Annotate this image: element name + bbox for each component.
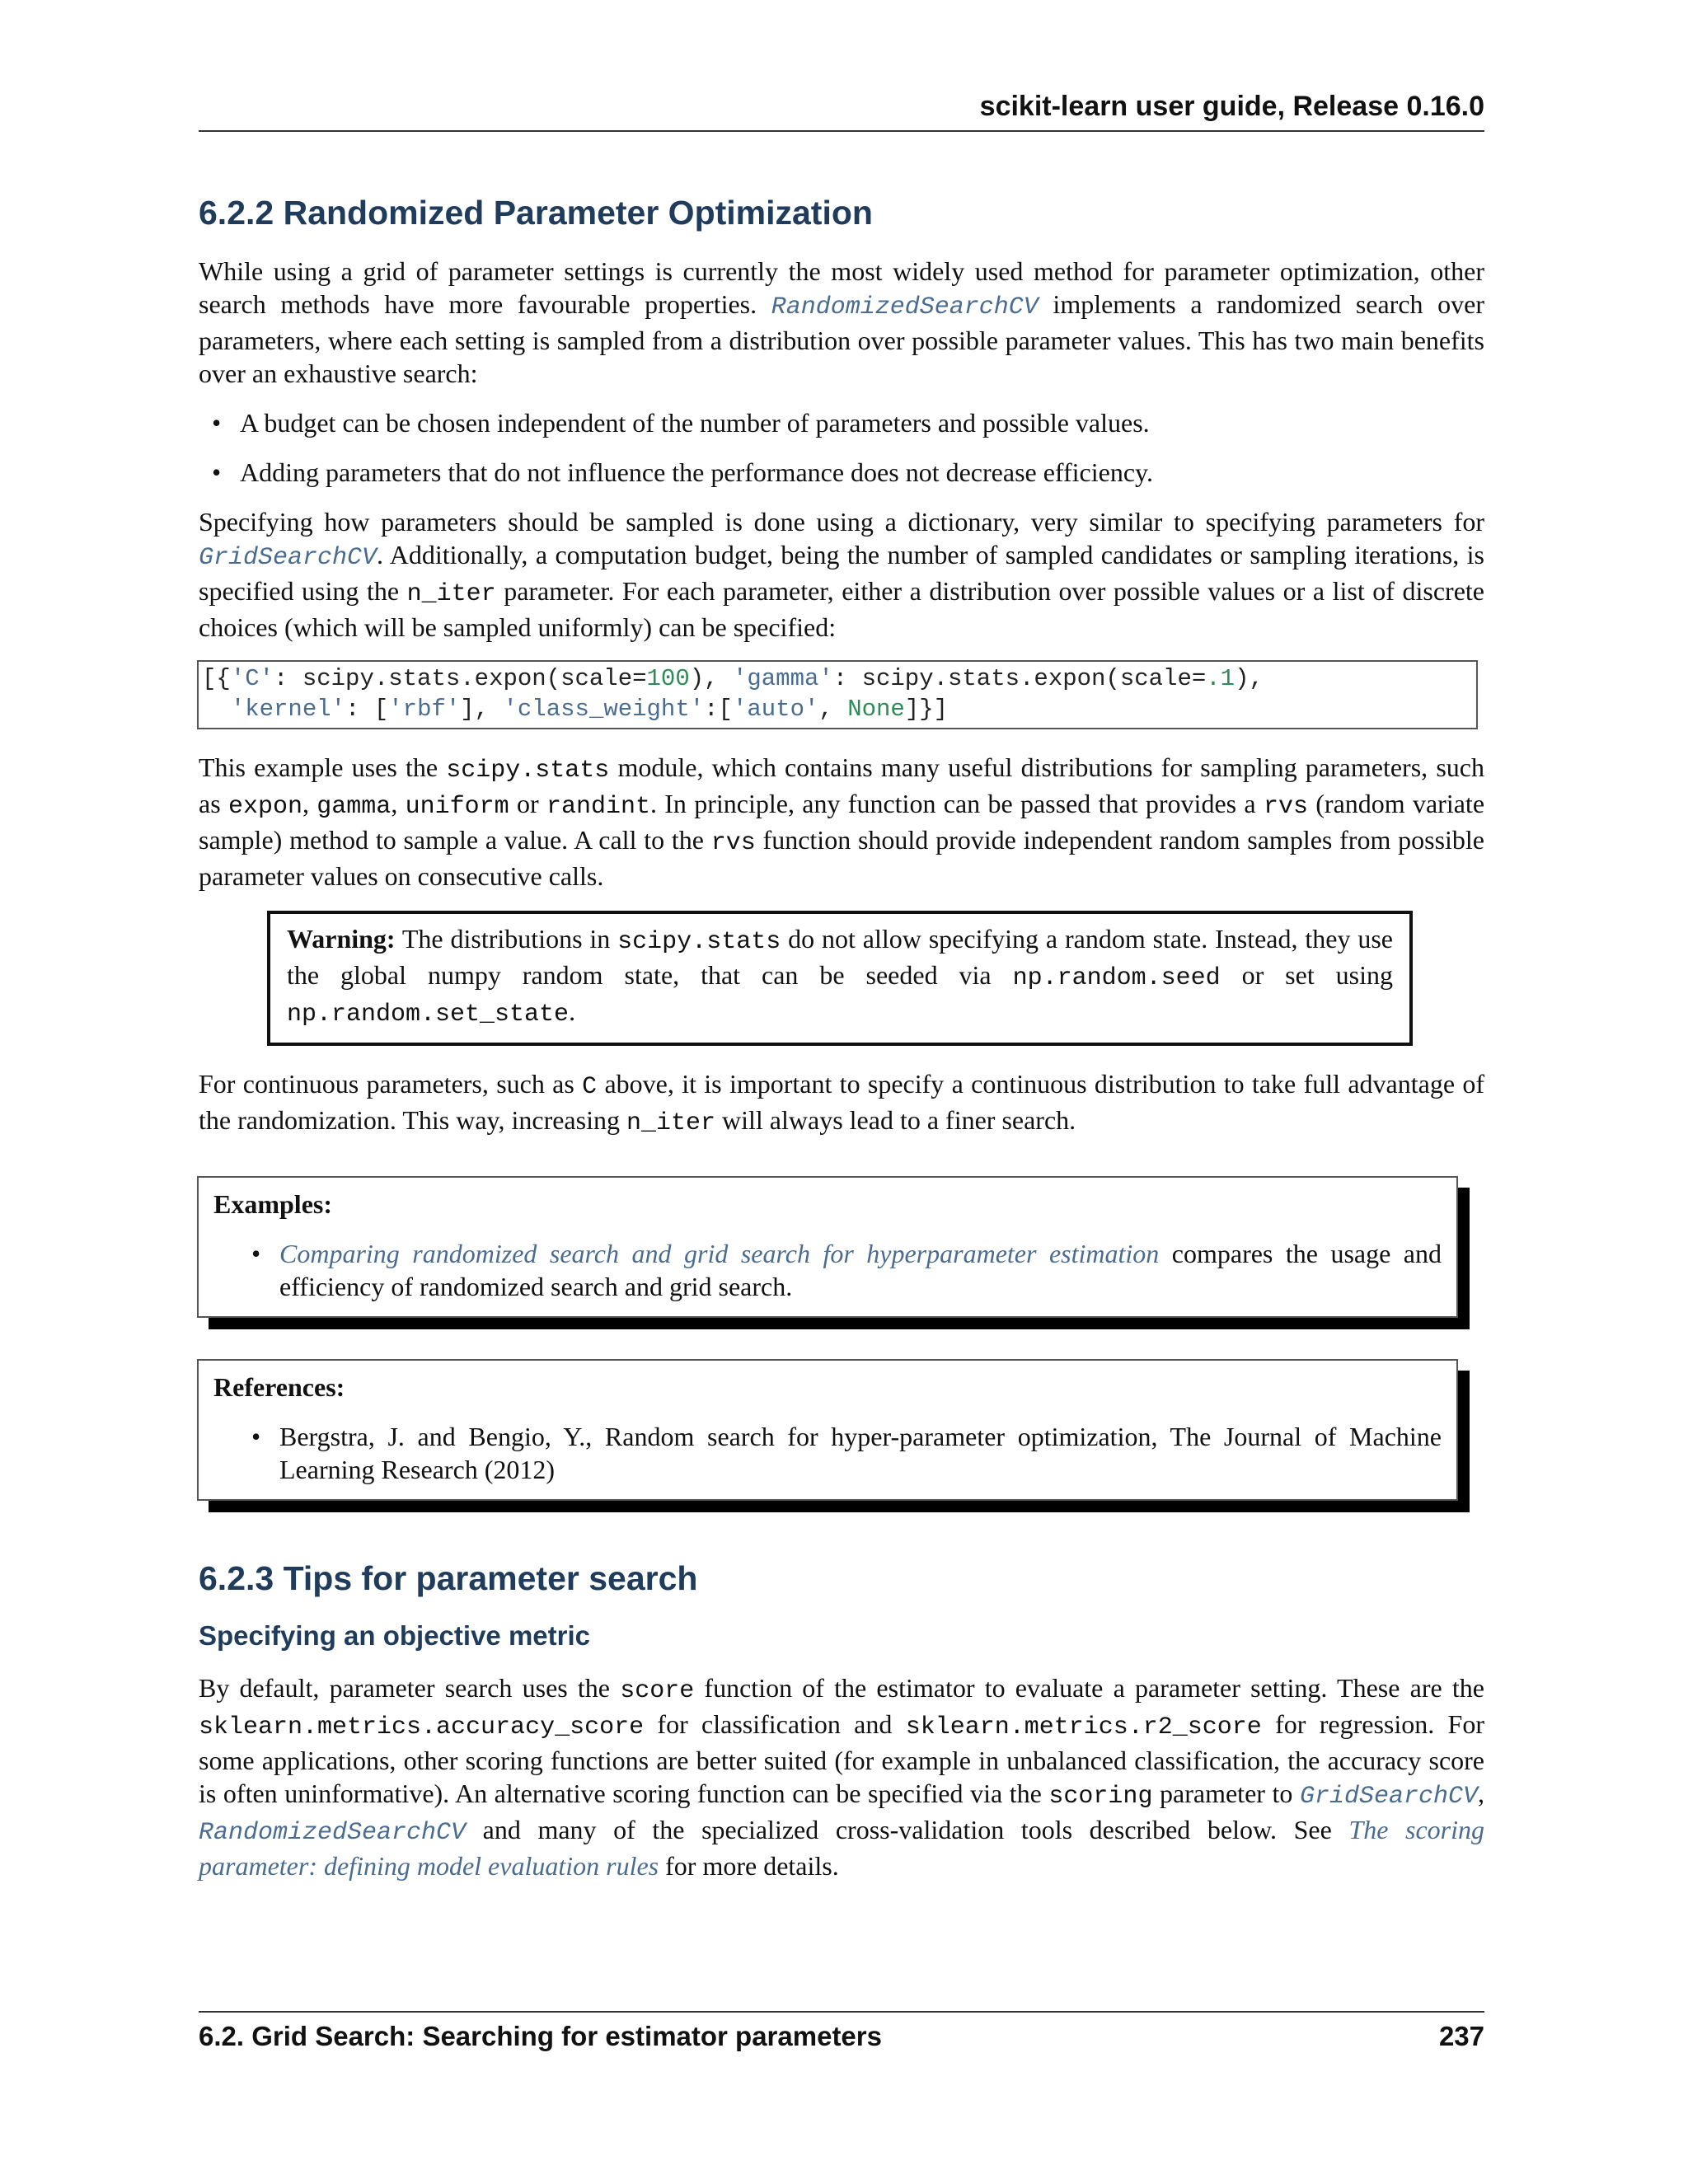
footer-section-title: 6.2. Grid Search: Searching for estimator parameters xyxy=(199,2021,882,2051)
gridsearchcv-link[interactable]: GridSearchCV xyxy=(1299,1783,1479,1811)
page-number: 237 xyxy=(1438,2021,1484,2051)
spec-text-1: Specifying how parameters should be sampled is done using a dictionary, very similar to specifying parameters for xyxy=(199,507,1484,537)
list-item: • A budget can be chosen independent of the number of parameters and possible values. xyxy=(240,406,1484,439)
code-token xyxy=(202,696,231,723)
inline-code: n_iter xyxy=(626,1109,715,1138)
inline-code: gamma xyxy=(316,793,392,822)
metric-text: for regression. For some applications, other scoring functions are better suited (for example in unbalanced classification, the accuracy score is often uninformative). An alternative scoring function can be specified via the xyxy=(199,1709,1485,1809)
code-string: 'rbf' xyxy=(388,696,461,724)
code-string: 'auto' xyxy=(732,696,819,724)
code-token: : scipy.stats.expon(scale= xyxy=(832,665,1207,693)
inline-code: score xyxy=(620,1677,695,1706)
intro-text-1: While using a grid of parameter settings is currently the most widely used method for parameter optimization, other search methods have more favourable properties. xyxy=(199,256,1484,320)
code-token: [{ xyxy=(202,665,231,693)
metric-text: for classification and xyxy=(644,1709,906,1740)
inline-code: randint xyxy=(546,793,650,822)
inline-code: rvs xyxy=(710,829,756,858)
list-item: • Bergstra, J. and Bengio, Y., Random search for hyper-parameter optimization, The Journal of Machine Learning Research (2012) xyxy=(279,1420,1442,1486)
metric-text: for more details. xyxy=(659,1851,839,1882)
references-title: References: xyxy=(213,1372,345,1403)
inline-code: C xyxy=(582,1073,598,1102)
section-heading-6-2-3: 6.2.3 Tips for parameter search xyxy=(199,1559,698,1598)
code-token: ), xyxy=(689,665,733,693)
references-box xyxy=(197,1359,1458,1501)
warning-admonition xyxy=(267,911,1413,1046)
stats-text: (random variate sample) method to sample a value. A call to the xyxy=(199,789,1485,855)
code-token: , xyxy=(818,696,848,724)
examples-title: Examples: xyxy=(213,1189,332,1220)
inline-code: sklearn.metrics.accuracy_score xyxy=(199,1713,645,1742)
stats-text: . In principle, any function can be passed that provides a xyxy=(649,789,1264,819)
metric-text: and many of the specialized cross-validation tools described below. See xyxy=(466,1815,1349,1845)
metric-text: function of the estimator to evaluate a parameter setting. These are the xyxy=(694,1673,1485,1704)
randomizedsearchcv-link[interactable]: RandomizedSearchCV xyxy=(771,293,1039,322)
page-content xyxy=(199,181,1484,1899)
code-block xyxy=(197,660,1478,729)
continuous-text: For continuous parameters, such as xyxy=(199,1069,583,1099)
code-number: 100 xyxy=(646,665,690,693)
warning-text: . xyxy=(569,996,576,1027)
example-link[interactable]: Comparing randomized search and grid search for hyperparameter estimation xyxy=(279,1239,1160,1269)
stats-text: , xyxy=(391,789,406,819)
stats-text: , xyxy=(302,789,317,819)
intro-paragraph xyxy=(199,255,1484,390)
subsection-heading: Specifying an objective metric xyxy=(199,1620,590,1652)
inline-code: n_iter xyxy=(406,580,496,609)
stats-text: module, which contains many useful distributions for sampling parameters, such as xyxy=(199,752,1485,819)
code-token: : [ xyxy=(345,696,389,724)
scoring-parameter-link[interactable]: The scoring parameter: defining model evaluation rules xyxy=(199,1815,1485,1882)
code-line-1 xyxy=(202,663,1468,694)
continuous-paragraph xyxy=(199,1067,1484,1140)
section-heading-6-2-2: 6.2.2 Randomized Parameter Optimization xyxy=(199,194,873,232)
code-number: .1 xyxy=(1206,665,1236,693)
spec-paragraph xyxy=(199,505,1484,644)
code-token: ]}] xyxy=(904,696,949,724)
randomizedsearchcv-link[interactable]: RandomizedSearchCV xyxy=(199,1819,467,1848)
inline-code: scipy.stats xyxy=(446,757,610,785)
example-tail: compares the usage and efficiency of randomized search and grid search. xyxy=(279,1239,1442,1302)
benefits-list xyxy=(199,406,1484,489)
intro-text-2: implements a randomized search over parameters, where each setting is sampled from a distribution over possible parameter values. This has two main benefits over an exhaustive search: xyxy=(199,289,1485,389)
code-string: 'C' xyxy=(230,665,274,693)
metric-paragraph xyxy=(199,1671,1484,1882)
warning-text: The distributions in xyxy=(395,924,618,954)
code-token: :[ xyxy=(704,696,733,724)
stats-text: This example uses the xyxy=(199,752,447,783)
warning-text: do not allow specifying a random state. Instead, they use the global numpy random state, that can be seeded via xyxy=(287,924,1394,991)
footer-rule xyxy=(199,2011,1484,2013)
warning-label: Warning: xyxy=(287,924,396,954)
continuous-text: above, it is important to specify a continuous distribution to take full advantage of the randomization. This way, increasing xyxy=(199,1069,1485,1136)
inline-code: expon xyxy=(227,793,302,822)
examples-box xyxy=(197,1176,1458,1318)
continuous-text: will always lead to a finer search. xyxy=(715,1105,1076,1136)
code-token: ], xyxy=(460,696,504,724)
warning-text: or set using xyxy=(1220,960,1394,991)
metric-text: parameter to xyxy=(1152,1779,1300,1809)
code-string: 'kernel' xyxy=(230,696,346,724)
spec-text-2: . Additionally, a computation budget, being the number of sampled candidates or sampling iterations, is specified using the xyxy=(199,540,1484,607)
metric-text: , xyxy=(1478,1779,1485,1809)
code-keyword: None xyxy=(847,696,905,724)
code-line-2 xyxy=(202,694,1468,724)
inline-code: scipy.stats xyxy=(617,928,781,957)
stats-text: function should provide independent random samples from possible parameter values on consecutive calls. xyxy=(199,825,1485,892)
list-item: • Adding parameters that do not influence the performance does not decrease efficiency. xyxy=(240,456,1484,489)
code-string: 'class_weight' xyxy=(503,696,705,724)
code-string: 'gamma' xyxy=(732,665,833,693)
examples-list xyxy=(213,1237,1442,1303)
inline-code: rvs xyxy=(1263,793,1308,822)
inline-code: scoring xyxy=(1048,1783,1153,1811)
header-rule xyxy=(199,130,1484,132)
inline-code: uniform xyxy=(405,793,509,822)
references-list xyxy=(213,1420,1442,1486)
metric-text: By default, parameter search uses the xyxy=(199,1673,621,1704)
stats-text: or xyxy=(509,789,546,819)
inline-code: sklearn.metrics.r2_score xyxy=(905,1713,1262,1742)
gridsearchcv-link[interactable]: GridSearchCV xyxy=(199,544,377,573)
list-item xyxy=(279,1237,1442,1303)
running-header: scikit-learn user guide, Release 0.16.0 xyxy=(979,91,1484,122)
inline-code: np.random.seed xyxy=(1012,964,1221,993)
spec-text-3: parameter. For each parameter, either a distribution over possible values or a list of discrete choices (which will be sampled uniformly) can be specified: xyxy=(199,576,1485,643)
stats-paragraph xyxy=(199,751,1484,893)
code-token: ), xyxy=(1235,665,1264,693)
code-token: : scipy.stats.expon(scale= xyxy=(274,665,647,693)
inline-code: np.random.set_state xyxy=(287,1001,570,1029)
